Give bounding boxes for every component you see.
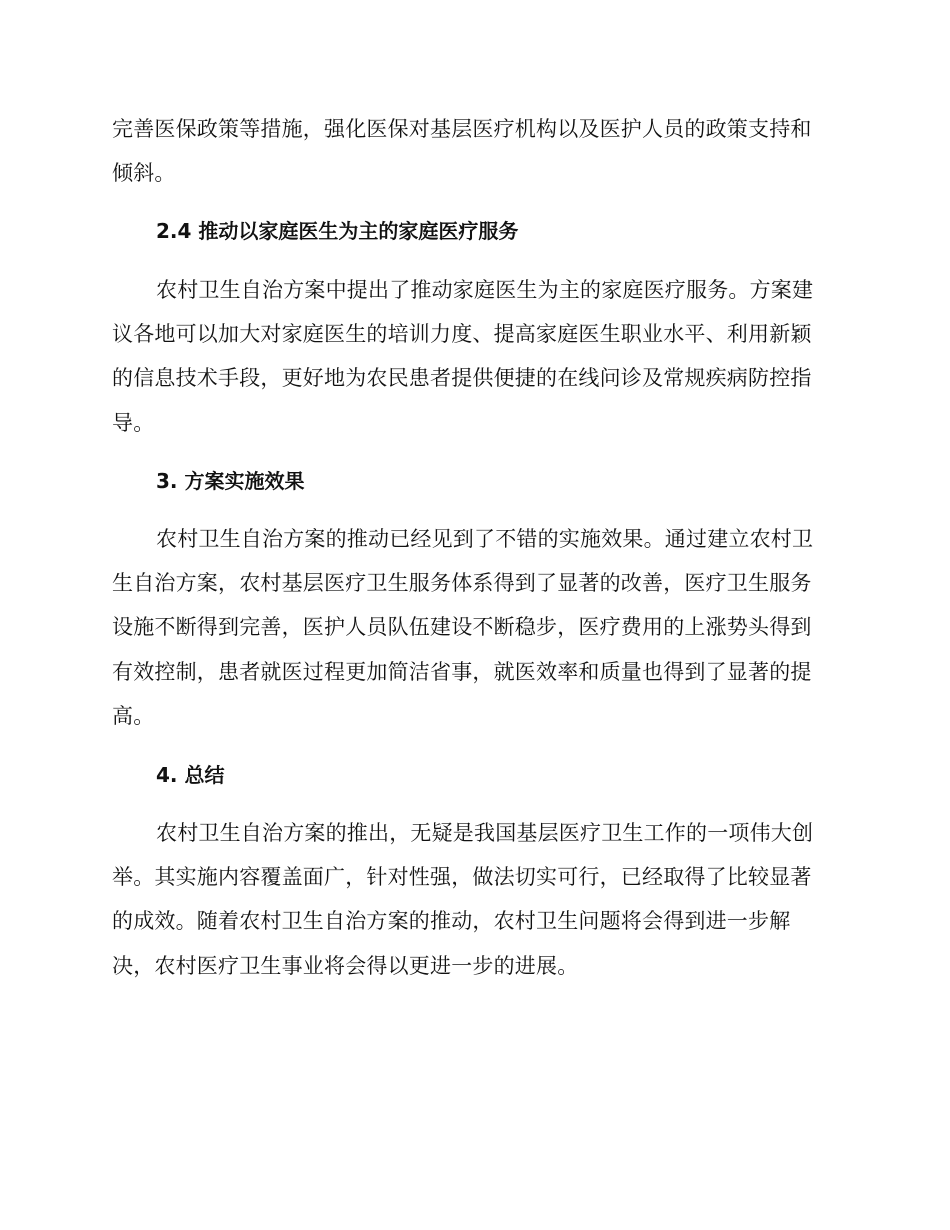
section-heading-4: 4. 总结	[156, 763, 225, 787]
paragraph-line: 高。	[112, 704, 155, 728]
paragraph-line: 设施不断得到完善，医护人员队伍建设不断稳步，医疗费用的上涨势头得到	[112, 615, 812, 639]
paragraph-line: 的信息技术手段，更好地为农民患者提供便捷的在线问诊及常规疾病防控指	[112, 366, 812, 390]
paragraph-line: 倾斜。	[112, 161, 176, 185]
paragraph-line: 农村卫生自治方案中提出了推动家庭医生为主的家庭医疗服务。方案建	[156, 278, 814, 302]
paragraph-line: 导。	[112, 411, 155, 435]
paragraph-line: 举。其实施内容覆盖面广，针对性强，做法切实可行，已经取得了比较显著	[112, 865, 812, 889]
paragraph-line: 议各地可以加大对家庭医生的培训力度、提高家庭医生职业水平、利用新颖	[112, 322, 812, 346]
paragraph-line: 完善医保政策等措施，强化医保对基层医疗机构以及医护人员的政策支持和	[112, 117, 812, 141]
paragraph-line: 农村卫生自治方案的推动已经见到了不错的实施效果。通过建立农村卫	[156, 527, 814, 551]
paragraph-line: 有效控制，患者就医过程更加简洁省事，就医效率和质量也得到了显著的提	[112, 660, 812, 684]
section-heading-3: 3. 方案实施效果	[156, 469, 305, 493]
paragraph-line: 生自治方案，农村基层医疗卫生服务体系得到了显著的改善，医疗卫生服务	[112, 571, 812, 595]
paragraph-line: 农村卫生自治方案的推出，无疑是我国基层医疗卫生工作的一项伟大创	[156, 821, 814, 845]
section-heading-2-4: 2.4 推动以家庭医生为主的家庭医疗服务	[156, 219, 519, 243]
paragraph-line: 的成效。随着农村卫生自治方案的推动，农村卫生问题将会得到进一步解	[112, 909, 791, 933]
paragraph-line: 决，农村医疗卫生事业将会得以更进一步的进展。	[112, 954, 579, 978]
